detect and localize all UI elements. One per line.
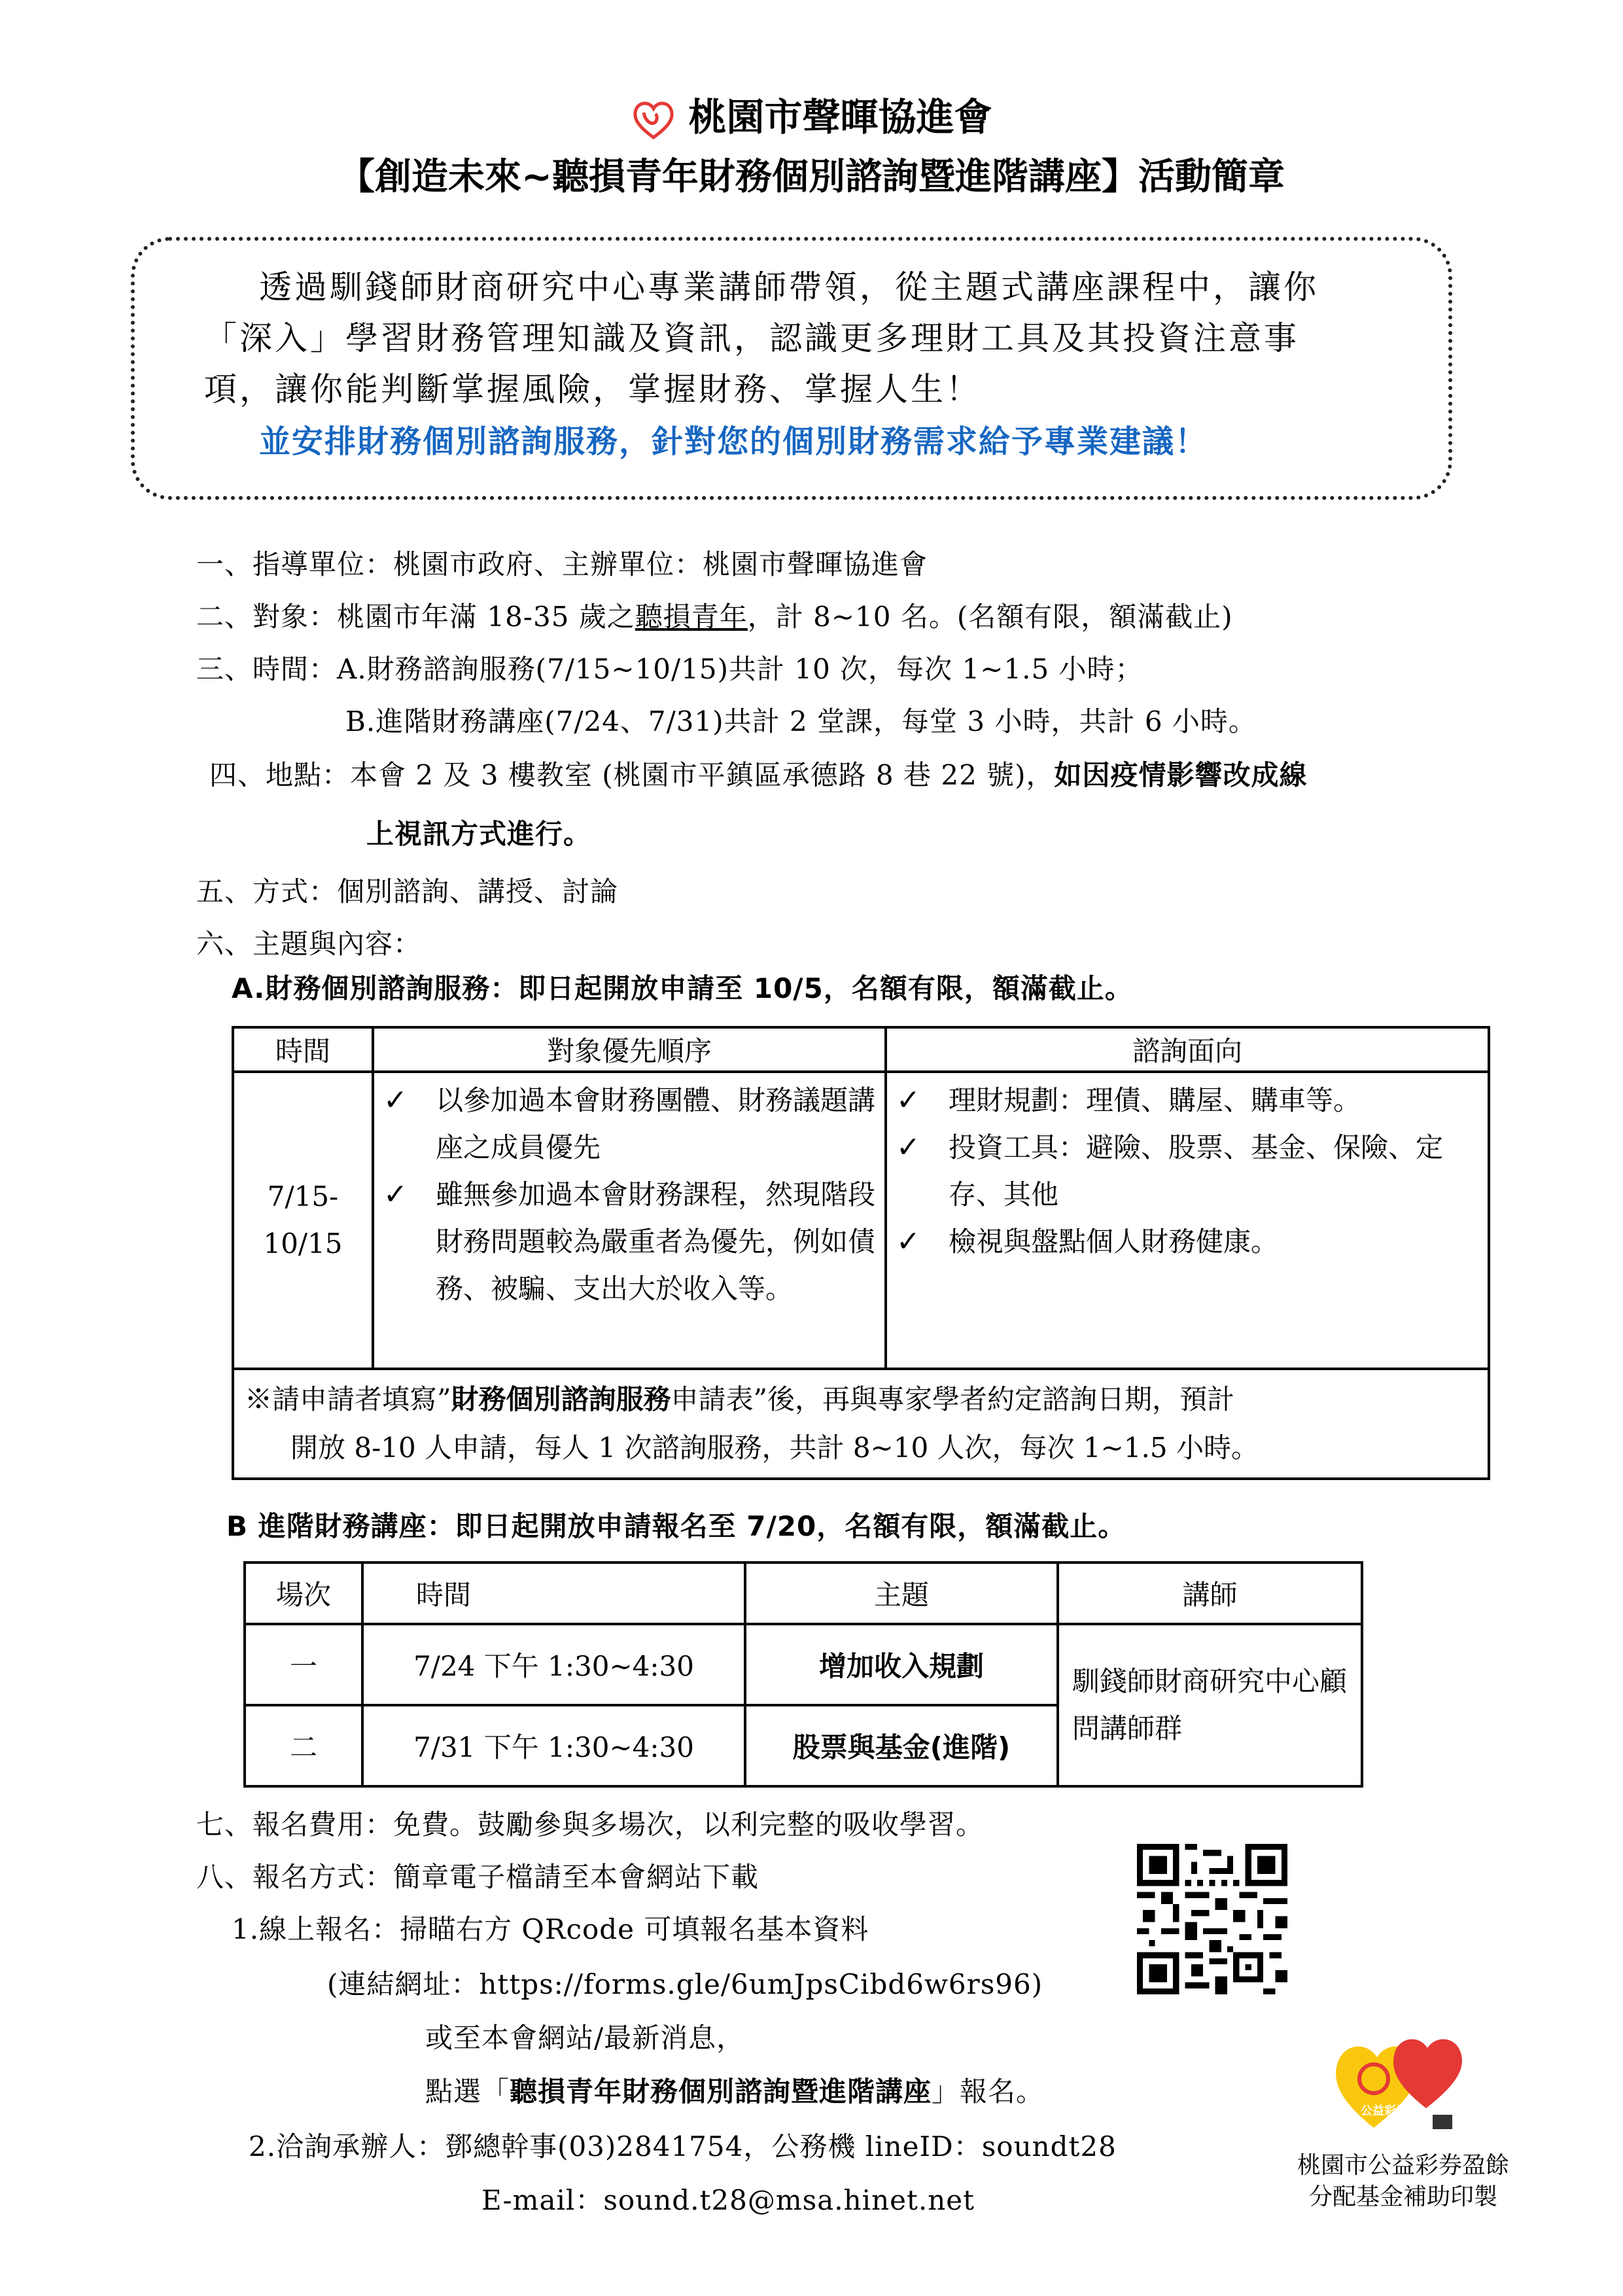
- item-8: 八、報名方式：簡章電子檔請至本會網站下載: [196, 1861, 759, 1893]
- intro-line-3: 項，讓你能判斷掌握風險，掌握財務、掌握人生！: [204, 370, 981, 408]
- lecture-header-topic: 主題: [745, 1563, 1058, 1624]
- aspect-item: ✓ 投資工具：避險、股票、基金、保險、定存、其他: [896, 1124, 1478, 1218]
- org-heart-logo-icon: [631, 97, 676, 143]
- target-item: ✓ 雖無參加過本會財務課程，然現階段財務問題較為嚴重者為優先，例如債務、被騙、支出大於收入等。: [383, 1171, 875, 1313]
- item-1: 一、指導單位：桃園市政府、主辦單位：桃園市聲暉協進會: [196, 548, 928, 580]
- aspect-item: ✓ 理財規劃：理債、購屋、購車等。: [896, 1077, 1478, 1124]
- lottery-label: 公益彩券: [1361, 2104, 1408, 2118]
- lecture-header-lecturer: 講師: [1058, 1563, 1362, 1624]
- register-online: 1.線上報名：掃瞄右方 QRcode 可填報名基本資料: [232, 1913, 869, 1945]
- item-6: 六、主題與內容：: [196, 928, 422, 960]
- item-4: 四、地點：本會 2 及 3 樓教室 (桃園市平鎮區承德路 8 巷 22 號)，如因疫情影響改成線: [209, 759, 1308, 791]
- item-5: 五、方式：個別諮詢、講授、討論: [196, 875, 619, 908]
- lecture-header-no: 場次: [245, 1563, 362, 1624]
- lottery-fund-logo-icon: [1328, 2017, 1478, 2147]
- org-name: 桃園市聲暉協進會: [0, 86, 1623, 143]
- lecture-row-1-no: 一: [245, 1624, 362, 1705]
- lecture-table: [243, 1561, 1363, 1788]
- lecture-header-time: 時間: [362, 1563, 745, 1624]
- lecture-row-1-topic: 增加收入規劃: [745, 1624, 1058, 1705]
- consult-target-cell: [373, 1072, 886, 1369]
- consult-note: ※請申請者填寫”財務個別諮詢服務申請表”後，再與專家學者約定諮詢日期，預計 開放 8-10 人申請，每人 1 次諮詢服務，共計 8~10 人次，每次 1~1.5 小時。: [233, 1369, 1489, 1479]
- item-3a: 三、時間：A.財務諮詢服務(7/15~10/15)共計 10 次，每次 1~1.5 小時；: [196, 653, 1143, 685]
- intro-line-1: 透過馴錢師財商研究中心專業講師帶領，從主題式講座課程中，讓你: [259, 268, 1319, 306]
- consult-aspect-cell: [886, 1072, 1489, 1369]
- item-2: 二、對象：桃園市年滿 18-35 歲之聽損青年，計 8~10 名。(名額有限，額滿截止): [196, 601, 1233, 633]
- target-item: ✓ 以參加過本會財務團體、財務議題講座之成員優先: [383, 1077, 875, 1171]
- qrcode-icon[interactable]: [1137, 1844, 1287, 1994]
- section-b-heading: B 進階財務講座：即日起開放申請報名至 7/20，名額有限，額滿截止。: [226, 1510, 1126, 1542]
- contact-person: 2.洽詢承辦人：鄧總幹事(03)2841754，公務機 lineID：soundt28: [249, 2130, 1117, 2163]
- lecture-lecturer: 馴錢師財商研究中心顧問講師群: [1058, 1624, 1362, 1786]
- register-url[interactable]: (連結網址：https://forms.gle/6umJpsCibd6w6rs96): [327, 1968, 1043, 2000]
- aspect-item: ✓ 檢視與盤點個人財務健康。: [896, 1218, 1478, 1265]
- register-site: 或至本會網站/最新消息，: [425, 2022, 745, 2054]
- item-2-underline: 聽損青年: [635, 601, 748, 633]
- intro-highlight: 並安排財務個別諮詢服務，針對您的個別財務需求給予專業建議！: [259, 423, 1208, 460]
- item-7: 七、報名費用：免費。鼓勵參與多場次，以利完整的吸收學習。: [196, 1809, 985, 1841]
- lecture-row-2-no: 二: [245, 1705, 362, 1786]
- fund-credit: 桃園市公益彩券盈餘 分配基金補助印製: [1297, 2152, 1509, 2210]
- lecture-row-2-topic: 股票與基金(進階): [745, 1705, 1058, 1786]
- register-select: 點選「聽損青年財務個別諮詢暨進階講座」報名。: [425, 2075, 1045, 2108]
- intro-line-2: 「深入」學習財務管理知識及資訊，認識更多理財工具及其投資注意事: [204, 319, 1299, 357]
- lecture-row-2-time: 7/31 下午 1:30~4:30: [362, 1705, 745, 1786]
- consult-table: [232, 1026, 1490, 1480]
- contact-email[interactable]: E-mail：sound.t28@msa.hinet.net: [481, 2184, 975, 2216]
- consult-header-aspect: 諮詢面向: [886, 1027, 1489, 1072]
- item-3b: B.進階財務講座(7/24、7/31)共計 2 堂課，每堂 3 小時，共計 6 小時。: [345, 705, 1257, 737]
- intro-box: [131, 237, 1452, 500]
- item-6a-heading: A.財務個別諮詢服務：即日起開放申請至 10/5，名額有限，額滿截止。: [232, 972, 1133, 1004]
- lecture-row-1-time: 7/24 下午 1:30~4:30: [362, 1624, 745, 1705]
- consult-header-time: 時間: [233, 1027, 373, 1072]
- consult-time-cell: 7/15- 10/15: [233, 1072, 373, 1369]
- page-title: 【創造未來~聽損青年財務個別諮詢暨進階講座】活動簡章: [338, 156, 1285, 198]
- consult-header-target: 對象優先順序: [373, 1027, 886, 1072]
- item-4-cont: 上視訊方式進行。: [366, 818, 592, 850]
